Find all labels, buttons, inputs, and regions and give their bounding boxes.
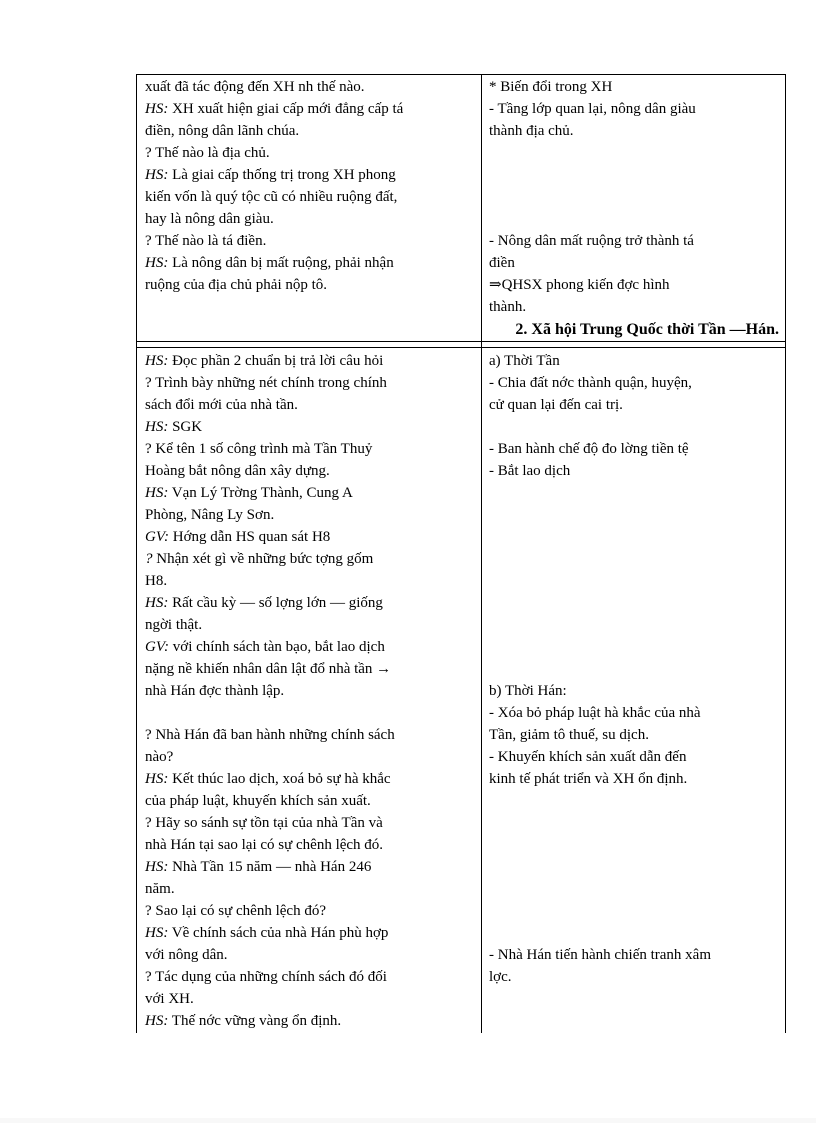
- line-text: ? Thế nào là địa chủ.: [145, 145, 270, 161]
- line-text: xuất đã tác động đến XH nh thế nào.: [145, 79, 365, 95]
- text-line: - Tầng lớp quan lại, nông dân giàu: [489, 101, 696, 117]
- text-line: [489, 142, 777, 164]
- row-divider-lower: [137, 347, 785, 348]
- text-line: [145, 186, 475, 208]
- line-text: H8.: [145, 573, 168, 589]
- line-text: Nhà Tần 15 năm — nhà Hán 246: [168, 859, 372, 875]
- row-divider-upper: [137, 341, 785, 342]
- line-text: ? Sao lại có sự chênh lệch đó?: [145, 903, 326, 919]
- line-text: Đọc phần 2 chuẩn bị trả lời câu hỏi: [168, 353, 384, 369]
- text-line: [145, 164, 475, 186]
- text-line: [145, 438, 475, 460]
- text-line: ⇒QHSX phong kiến đợc hình: [489, 277, 670, 293]
- text-line: [489, 482, 777, 504]
- speaker-tag: GV:: [145, 639, 170, 655]
- line-text: Hoàng bắt nông dân xây dựng.: [145, 463, 330, 479]
- block2-left-column: [145, 350, 475, 1032]
- text-line: [145, 900, 475, 922]
- text-line: [145, 394, 475, 416]
- text-line: [489, 856, 777, 878]
- text-line: [489, 548, 777, 570]
- speaker-tag: HS:: [145, 595, 169, 611]
- text-line: [145, 944, 475, 966]
- line-text: ? Kể tên 1 số công trình mà Tần Thuỷ: [145, 441, 373, 457]
- text-line: [145, 636, 475, 658]
- text-line: - Khuyến khích sản xuất dẫn đến: [489, 749, 687, 765]
- text-line: [489, 636, 777, 658]
- text-line: [145, 142, 475, 164]
- text-line: [145, 416, 475, 438]
- line-text: nào?: [145, 749, 174, 765]
- text-line: [145, 76, 475, 98]
- text-line: [145, 526, 475, 548]
- line-text: ? Trình bày những nét chính trong chính: [145, 375, 387, 391]
- text-line: [489, 570, 777, 592]
- text-line: lợc.: [489, 969, 512, 985]
- text-line: - Chia đất nớc thành quận, huyện,: [489, 375, 692, 391]
- line-text: nhà Hán tại sao lại có sự chênh lệch đó.: [145, 837, 384, 853]
- text-line: cử quan lại đến cai trị.: [489, 397, 623, 413]
- speaker-tag: ?: [145, 551, 153, 567]
- line-text: Phòng, Nâng Ly Sơn.: [145, 507, 275, 523]
- text-line: [145, 460, 475, 482]
- text-line: [145, 570, 475, 592]
- speaker-tag: HS:: [145, 167, 169, 183]
- line-text: kiến vốn là quý tộc cũ có nhiều ruộng đất,: [145, 189, 398, 205]
- speaker-tag: HS:: [145, 771, 169, 787]
- column-divider: [481, 75, 482, 1033]
- text-line: [489, 614, 777, 636]
- line-text: hay là nông dân giàu.: [145, 211, 274, 227]
- text-line: [489, 526, 777, 548]
- text-line: * Biến đổi trong XH: [489, 79, 613, 95]
- text-line: [145, 702, 475, 724]
- line-text: ruộng của địa chủ phải nộp tô.: [145, 277, 328, 293]
- text-line: [145, 790, 475, 812]
- speaker-tag: HS:: [145, 419, 169, 435]
- line-text: Vạn Lý Trờng Thành, Cung A: [168, 485, 353, 501]
- line-text: nhà Hán đợc thành lập.: [145, 683, 285, 699]
- text-line: [145, 614, 475, 636]
- line-text: SGK: [168, 419, 203, 435]
- line-text: Kết thúc lao dịch, xoá bỏ sự hà khắc: [168, 771, 391, 787]
- text-line: - Nông dân mất ruộng trở thành tá: [489, 233, 694, 249]
- text-line: [145, 548, 475, 570]
- line-text: với chính sách tàn bạo, bắt lao dịch: [169, 639, 385, 655]
- speaker-tag: HS:: [145, 485, 169, 501]
- text-line: - Xóa bỏ pháp luật hà khắc của nhà: [489, 705, 701, 721]
- text-line: - Ban hành chế độ đo lờng tiền tệ: [489, 441, 689, 457]
- text-line: thành.: [489, 299, 527, 315]
- text-line: [489, 416, 777, 438]
- speaker-tag: HS:: [145, 859, 169, 875]
- text-line: [489, 658, 777, 680]
- text-line: thành địa chủ.: [489, 123, 574, 139]
- text-line: [489, 592, 777, 614]
- page-footer-strip: [0, 1118, 816, 1123]
- line-text: với nông dân.: [145, 947, 228, 963]
- text-line: [145, 658, 475, 680]
- line-text: Rất cầu kỳ — số lợng lớn — giống: [168, 595, 383, 611]
- text-line: [145, 98, 475, 120]
- line-text: ? Nhà Hán đã ban hành những chính sách: [145, 727, 395, 743]
- text-line: [489, 812, 777, 834]
- block2-right-column: [489, 350, 777, 988]
- text-line: [145, 922, 475, 944]
- line-text: Thế nớc vững vàng ổn định.: [168, 1013, 342, 1029]
- text-line: a) Thời Tần: [489, 353, 560, 369]
- text-line: [145, 746, 475, 768]
- text-line: - Nhà Hán tiến hành chiến tranh xâm: [489, 947, 712, 963]
- text-line: b) Thời Hán:: [489, 683, 567, 699]
- line-text: Hớng dẫn HS quan sát H8: [169, 529, 331, 545]
- text-line: [489, 186, 777, 208]
- line-text: Về chính sách của nhà Hán phù hợp: [168, 925, 389, 941]
- text-line: [145, 680, 475, 702]
- speaker-tag: GV:: [145, 529, 170, 545]
- line-text: sách đổi mới của nhà tần.: [145, 397, 298, 413]
- text-line: [489, 922, 777, 944]
- lesson-table: [136, 74, 786, 1033]
- text-line: [145, 724, 475, 746]
- text-line: [145, 482, 475, 504]
- line-text: Là giai cấp thống trị trong XH phong: [168, 167, 396, 183]
- text-line: điền: [489, 255, 515, 271]
- line-text: ? Thế nào là tá điền.: [145, 233, 267, 249]
- speaker-tag: HS:: [145, 101, 169, 117]
- text-line: [145, 504, 475, 526]
- text-line: Tần, giảm tô thuế, su dịch.: [489, 727, 649, 743]
- text-line: [145, 252, 475, 274]
- text-line: [145, 856, 475, 878]
- text-line: [489, 164, 777, 186]
- text-line: [489, 504, 777, 526]
- text-line: [489, 900, 777, 922]
- text-line: [145, 878, 475, 900]
- text-line: [145, 592, 475, 614]
- line-text: ngời thật.: [145, 617, 203, 633]
- text-line: [145, 768, 475, 790]
- block1-left-column: [145, 76, 475, 296]
- speaker-tag: HS:: [145, 255, 169, 271]
- line-text: ? Hãy so sánh sự tồn tại của nhà Tần và: [145, 815, 383, 831]
- text-line: [489, 878, 777, 900]
- block1-right-column: [489, 76, 777, 318]
- speaker-tag: HS:: [145, 925, 169, 941]
- text-line: [145, 812, 475, 834]
- text-line: [145, 230, 475, 252]
- line-text: điền, nông dân lãnh chúa.: [145, 123, 300, 139]
- text-line: [145, 988, 475, 1010]
- line-text: năm.: [145, 881, 175, 897]
- line-text: nặng nề khiến nhân dân lật đổ nhà tần →: [145, 661, 392, 677]
- line-text: XH xuất hiện giai cấp mới đẳng cấp tá: [168, 101, 404, 117]
- line-text: với XH.: [145, 991, 194, 1007]
- text-line: [145, 120, 475, 142]
- text-line: [489, 790, 777, 812]
- text-line: [145, 208, 475, 230]
- speaker-tag: HS:: [145, 1013, 169, 1029]
- text-line: - Bắt lao dịch: [489, 463, 571, 479]
- text-line: [145, 350, 475, 372]
- section-heading: 2. Xã hội Trung Quốc thời Tần —Hán.: [515, 321, 779, 338]
- speaker-tag: HS:: [145, 353, 169, 369]
- text-line: [489, 208, 777, 230]
- text-line: [489, 834, 777, 856]
- line-text: của pháp luật, khuyến khích sản xuất.: [145, 793, 371, 809]
- text-line: [145, 372, 475, 394]
- text-line: [145, 1010, 475, 1032]
- text-line: [145, 966, 475, 988]
- line-text: Nhận xét gì về những bức tợng gốm: [152, 551, 374, 567]
- text-line: kinh tế phát triển và XH ổn định.: [489, 771, 688, 787]
- line-text: Là nông dân bị mất ruộng, phải nhận: [168, 255, 394, 271]
- text-line: [145, 834, 475, 856]
- line-text: ? Tác dụng của những chính sách đó đối: [145, 969, 387, 985]
- text-line: [145, 274, 475, 296]
